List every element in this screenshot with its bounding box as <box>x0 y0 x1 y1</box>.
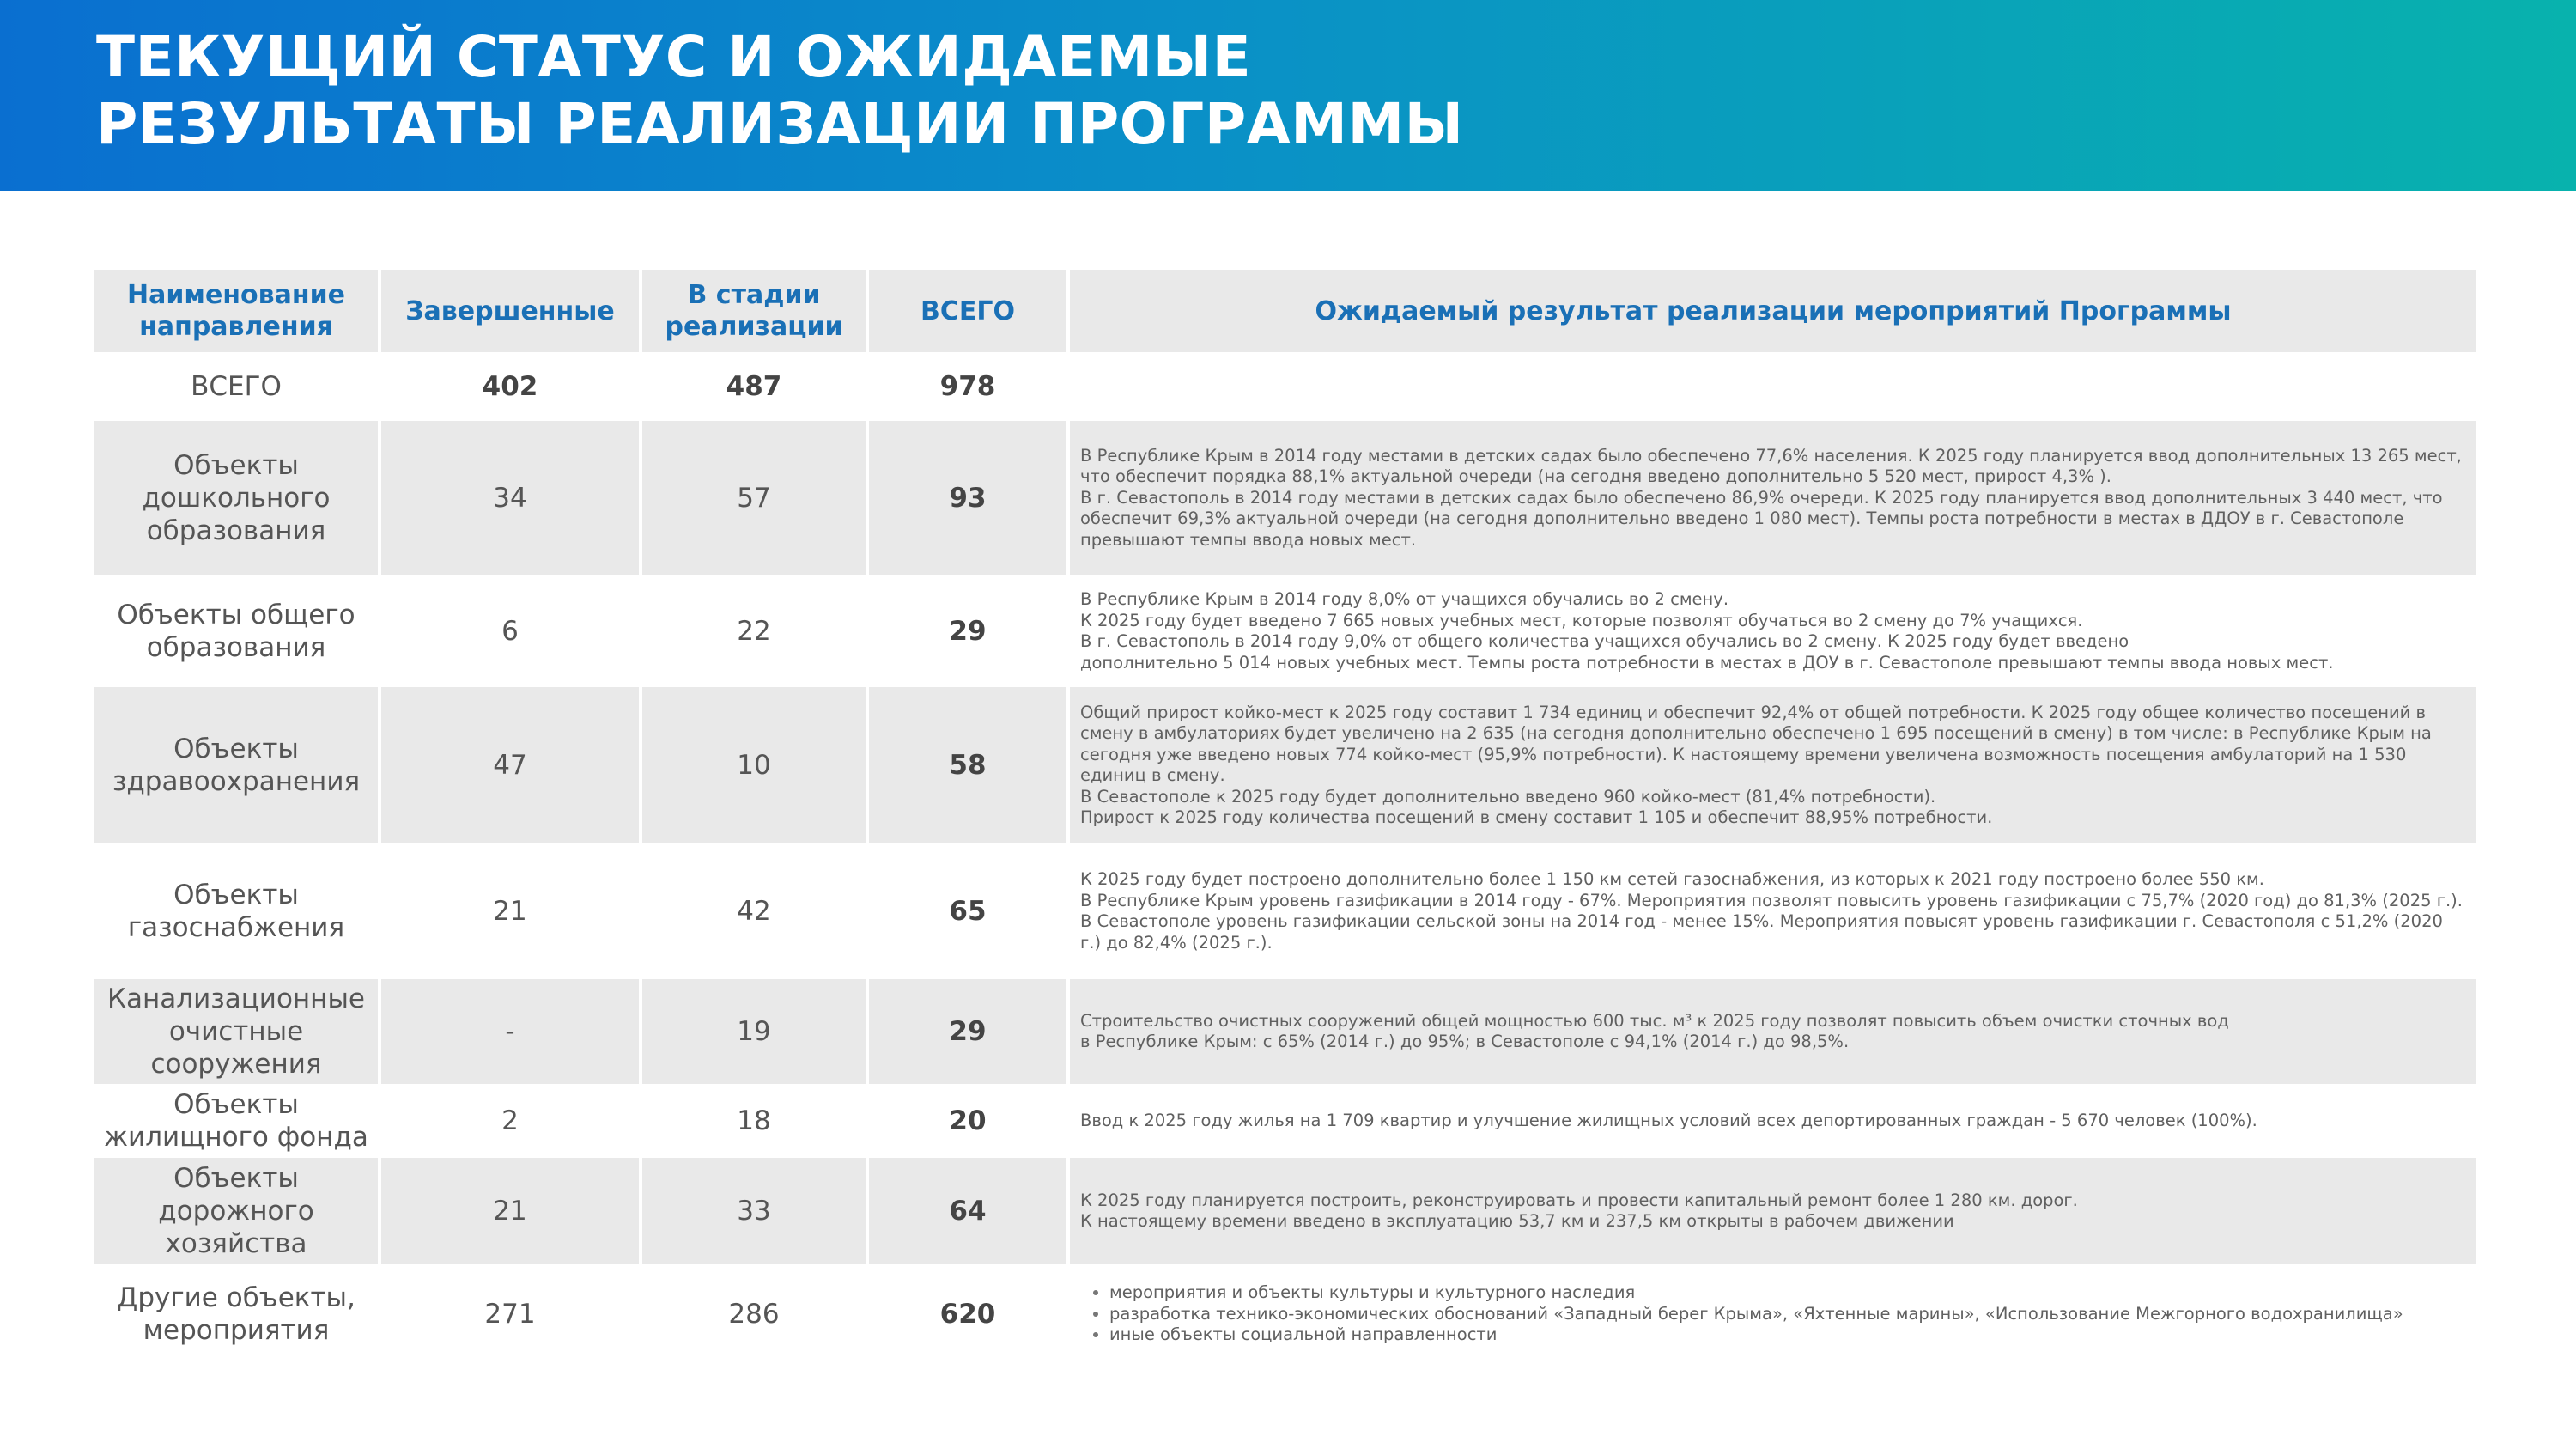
result-line: Строительство очистных сооружений общей мощностью 600 тыс. м³ к 2025 году позволят повысить объем очистки сточных вод <box>1080 1010 2229 1031</box>
row-result <box>1070 687 2476 843</box>
header-total: ВСЕГО <box>869 270 1066 352</box>
program-status-table <box>91 270 2480 1364</box>
page-title-line-2: РЕЗУЛЬТАТЫ РЕАЛИЗАЦИИ ПРОГРАММЫ <box>96 91 1464 157</box>
result-line: В Республике Крым в 2014 году местами в детских садах было обеспечено 77,6% населения. К 2025 году планируется ввод дополнительных 13 265 мест, что обеспечит порядка 88,1% актуальной очереди (на сегодня введено дополнительно 5 520 мест, прирост 4,3% ). <box>1080 445 2462 487</box>
table-row <box>94 979 2476 1084</box>
table-row <box>94 687 2476 843</box>
row-name: Объекты жилищного фонда <box>104 1089 368 1153</box>
row-result <box>1070 421 2476 575</box>
row-in-progress: 286 <box>728 1299 780 1330</box>
row-name: Объекты дорожного хозяйства <box>94 1158 378 1264</box>
row-in-progress: 33 <box>642 1158 866 1264</box>
row-in-progress: 10 <box>642 687 866 843</box>
table-row <box>94 421 2476 575</box>
row-completed: - <box>381 979 639 1084</box>
row-in-progress: 57 <box>642 421 866 575</box>
result-bullet: • разработка технико-экономических обоснований «Западный берег Крыма», «Яхтенные марины», «Использование Межгорного водохранилища» <box>1109 1304 2466 1325</box>
row-completed: 271 <box>484 1299 536 1330</box>
result-bullet-list <box>1080 1282 2466 1346</box>
table-row <box>94 843 2476 979</box>
result-line: дополнительно 5 014 новых учебных мест. Темпы роста потребности в местах в ДОУ в г. Севастополе превышают темпы ввода новых мест. <box>1080 652 2334 673</box>
row-name: Другие объекты, мероприятия <box>117 1282 355 1346</box>
row-completed: 47 <box>381 687 639 843</box>
row-total: 29 <box>949 616 987 647</box>
result-bullet: • иные объекты социальной направленности <box>1109 1324 2466 1346</box>
row-name: Объекты общего образования <box>117 600 355 663</box>
row-completed: 21 <box>493 896 527 927</box>
result-line: в Республике Крым: с 65% (2014 г.) до 95%; в Севастополе с 94,1% (2014 г.) до 98,5%. <box>1080 1032 1850 1051</box>
result-line: Общий прирост койко-мест к 2025 году составит 1 734 единиц и обеспечит 92,4% от общей потребности. К 2025 году общее количество посещений в смену в амбулаториях будет увеличено на 2 635 (на сегодня дополнительно обеспечено 1 695 посещений в смену) в том числе: в Республике Крым на сегодня уже введено новых 774 койко-мест (95,9% потребности). К настоящему времени увеличена возможность посещения амбулаторий на 1 530 единиц в смену. <box>1080 702 2432 785</box>
row-name: Объекты дошкольного образования <box>94 421 378 575</box>
row-result <box>1070 1158 2476 1264</box>
row-result <box>1070 1084 2476 1158</box>
result-line: В Севастополе к 2025 году будет дополнительно введено 960 койко-мест (81,4% потребности). <box>1080 786 1936 807</box>
row-total: 64 <box>869 1158 1066 1264</box>
summary-row <box>94 352 2476 421</box>
summary-label: ВСЕГО <box>191 371 282 402</box>
summary-in-progress: 487 <box>726 371 782 402</box>
result-line: К 2025 году будет построено дополнительно более 1 150 км сетей газоснабжения, из которых к 2021 году построено более 550 км. <box>1080 869 2264 889</box>
row-in-progress: 18 <box>737 1105 771 1136</box>
table-row <box>94 1264 2476 1364</box>
header-in-progress: В стадии реализации <box>642 270 866 352</box>
row-completed: 2 <box>501 1105 519 1136</box>
result-line: Ввод к 2025 году жилья на 1 709 квартир и улучшение жилищных условий всех депортированных граждан - 5 670 человек (100%). <box>1080 1110 2257 1130</box>
row-completed: 21 <box>381 1158 639 1264</box>
row-name: Объекты газоснабжения <box>127 880 345 943</box>
row-in-progress: 42 <box>737 896 771 927</box>
table-row <box>94 575 2476 687</box>
table-row <box>94 1084 2476 1158</box>
result-line: К 2025 году будет введено 7 665 новых учебных мест, которые позволят обучаться во 2 смену до 7% учащихся. <box>1080 610 2083 630</box>
page-title <box>96 24 1464 158</box>
result-line: К настоящему времени введено в эксплуатацию 53,7 км и 237,5 км открыты в рабочем движении <box>1080 1211 1954 1231</box>
row-total: 93 <box>869 421 1066 575</box>
result-line: Прирост к 2025 году количества посещений в смену составит 1 105 и обеспечит 88,95% потребности. <box>1080 807 1993 827</box>
result-line: В г. Севастополь в 2014 году 9,0% от общего количества учащихся обучались во 2 смену. К 2025 году будет введено <box>1080 631 2129 651</box>
row-name: Канализационные очистные сооружения <box>94 979 378 1084</box>
row-total: 20 <box>949 1105 987 1136</box>
header-completed: Завершенные <box>381 270 639 352</box>
result-line: В Республике Крым в 2014 году 8,0% от учащихся обучались во 2 смену. <box>1080 589 1729 609</box>
row-name: Объекты здравоохранения <box>94 687 378 843</box>
row-result <box>1070 843 2476 979</box>
row-total: 58 <box>869 687 1066 843</box>
table-header-row <box>94 270 2476 352</box>
row-result <box>1070 1264 2476 1364</box>
result-line: В г. Севастополь в 2014 году местами в детских садах было обеспечено 86,9% очереди. К 2025 году планируется ввод дополнительных 3 440 мест, что обеспечит 69,3% актуальной очереди (на сегодня дополнительно введено 1 080 мест). Темпы роста потребности в местах в ДДОУ в г. Севастополе превышают темпы ввода новых мест. <box>1080 487 2443 550</box>
result-bullet: • мероприятия и объекты культуры и культурного наследия <box>1109 1282 2466 1304</box>
header-name: Наименование направления <box>94 270 378 352</box>
row-completed: 34 <box>381 421 639 575</box>
summary-total: 978 <box>939 371 996 402</box>
summary-completed: 402 <box>482 371 538 402</box>
title-banner <box>0 0 2576 191</box>
result-line: В Севастополе уровень газификации сельской зоны на 2014 год - менее 15%. Мероприятия повысят уровень газификации г. Севастополя с 51,2% (2020 г.) до 82,4% (2025 г.). <box>1080 911 2443 953</box>
row-result <box>1070 575 2476 687</box>
table-row <box>94 1158 2476 1264</box>
row-completed: 6 <box>501 616 519 647</box>
row-total: 65 <box>949 896 987 927</box>
page-title-line-1: ТЕКУЩИЙ СТАТУС И ОЖИДАЕМЫЕ <box>96 24 1252 90</box>
row-total: 620 <box>939 1299 996 1330</box>
summary-result-empty <box>1070 352 2476 421</box>
result-line: К 2025 году планируется построить, реконструировать и провести капитальный ремонт более 1 280 км. дорог. <box>1080 1190 2078 1210</box>
row-in-progress: 19 <box>642 979 866 1084</box>
row-in-progress: 22 <box>737 616 771 647</box>
row-result <box>1070 979 2476 1084</box>
result-line: В Республике Крым уровень газификации в 2014 году - 67%. Мероприятия позволят повысить уровень газификации с 75,7% (2020 год) до 81,3% (2025 г.). <box>1080 890 2463 910</box>
header-result: Ожидаемый результат реализации мероприятий Программы <box>1070 270 2476 352</box>
row-total: 29 <box>869 979 1066 1084</box>
